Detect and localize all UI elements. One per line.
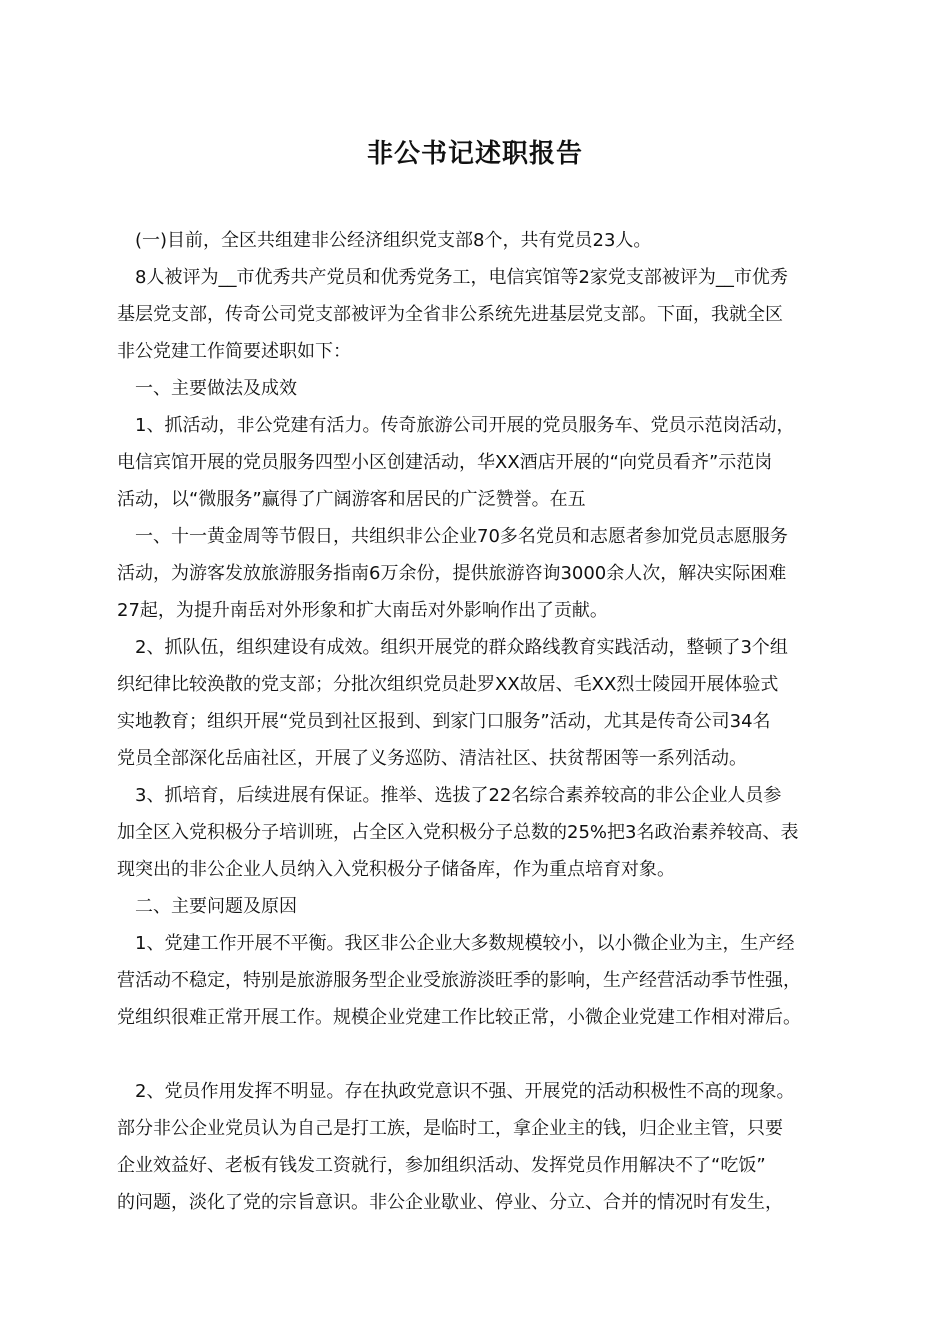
text-line: 一、主要做法及成效 [135,378,297,399]
text-line: 8人被评为__市优秀共产党员和优秀党务工，电信宾馆等2家党支部被评为__市优秀 [135,267,788,288]
text-line: 织纪律比较涣散的党支部；分批次组织党员赴罗XX故居、毛XX烈士陵园开展体验式 [117,674,779,695]
document-title: 非公书记述职报告 [366,139,583,169]
text-line: 电信宾馆开展的党员服务四型小区创建活动，华XX酒店开展的“向党员看齐”示范岗 [117,452,773,473]
text-line: 二、主要问题及原因 [135,896,297,917]
text-line: 1、党建工作开展不平衡。我区非公企业大多数规模较小，以小微企业为主，生产经 [135,933,795,954]
text-line: 1、抓活动，非公党建有活力。传奇旅游公司开展的党员服务车、党员示范岗活动， [135,415,795,436]
blank-line [117,1036,845,1073]
text-line: 党员全部深化岳庙社区，开展了义务巡防、清洁社区、扶贫帮困等一系列活动。 [117,748,747,769]
text-line: 27起，为提升南岳对外形象和扩大南岳对外影响作出了贡献。 [117,600,608,621]
text-line: 一、十一黄金周等节假日，共组织非公企业70多名党员和志愿者参加党员志愿服务 [135,526,788,547]
text-line: 2、党员作用发挥不明显。存在执政党意识不强、开展党的活动积极性不高的现象。 [135,1081,795,1102]
text-line: 实地教育；组织开展“党员到社区报到、到家门口服务”活动，尤其是传奇公司34名 [117,711,771,732]
text-line: (一)目前，全区共组建非公经济组织党支部8个，共有党员23人。 [135,230,652,251]
text-line: 党组织很难正常开展工作。规模企业党建工作比较正常，小微企业党建工作相对滞后。 [117,1007,801,1028]
text-line: 的问题，淡化了党的宗旨意识。非公企业歇业、停业、分立、合并的情况时有发生， [117,1192,783,1213]
text-line: 活动，以“微服务”赢得了广阔游客和居民的广泛赞誉。在五 [117,489,586,510]
text-line: 营活动不稳定，特别是旅游服务型企业受旅游淡旺季的影响，生产经营活动季节性强， [117,970,801,991]
text-line: 3、抓培育，后续进展有保证。推举、选拔了22名综合素养较高的非公企业人员参 [135,785,782,806]
text-line: 企业效益好、老板有钱发工资就行，参加组织活动、发挥党员作用解决不了“吃饭” [117,1155,766,1176]
text-line: 现突出的非公企业人员纳入入党积极分子储备库，作为重点培育对象。 [117,859,675,880]
text-line: 2、抓队伍，组织建设有成效。组织开展党的群众路线教育实践活动，整顿了3个组 [135,637,788,658]
text-line: 基层党支部，传奇公司党支部被评为全省非公系统先进基层党支部。下面，我就全区 [117,304,783,325]
text-line: 部分非公企业党员认为自己是打工族，是临时工，拿企业主的钱，归企业主管，只要 [117,1118,783,1139]
text-line: 活动，为游客发放旅游服务指南6万余份，提供旅游咨询3000余人次，解决实际困难 [117,563,787,584]
text-line: 非公党建工作简要述职如下： [117,341,351,362]
text-line: 加全区入党积极分子培训班，占全区入党积极分子总数的25%把3名政治素养较高、表 [117,822,799,843]
document-body [117,222,845,1221]
